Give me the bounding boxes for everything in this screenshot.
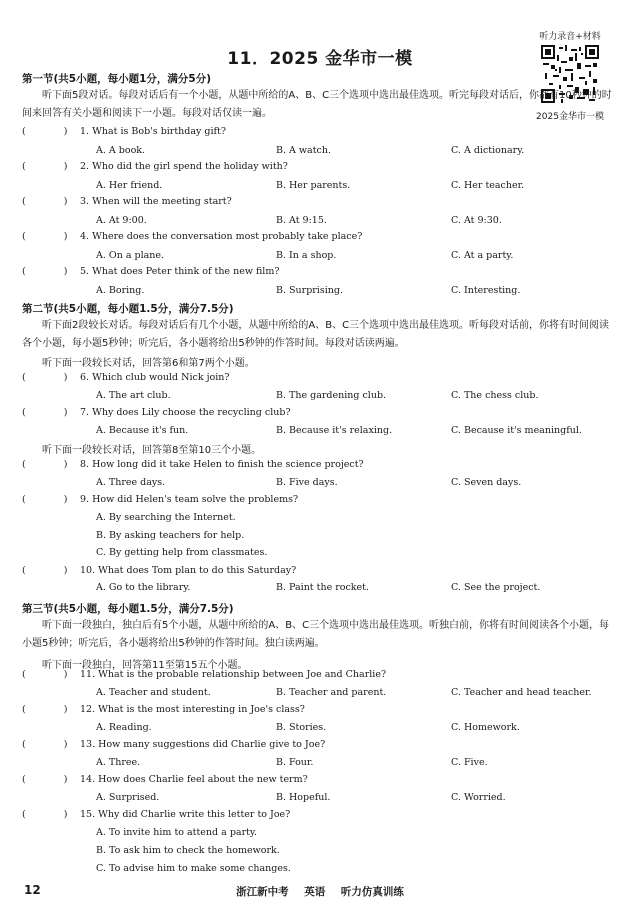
option-c: C. At 9:30. [451,215,502,226]
option-a: A. Three. [96,757,141,768]
option-b: B. To ask him to check the homework. [96,845,280,856]
section-3-subinstruction: 听下面一段独白，回答第11至第15五个小题。 [42,660,248,671]
section-2-instructions: 听下面2段较长对话。每段对话后有几个小题，从题中所给的A、B、C三个选项中选出最佳选项。听每段对话前，你将有时间阅读各个小题，每小题5秒钟；听完后，各小题将给出5秒钟的作答时间。每段对话读两遍。 [22,320,610,349]
option-a: A. Boring. [96,285,145,296]
option-c: C. Her teacher. [451,180,525,191]
answer-blank[interactable]: ( ) [22,407,68,418]
question-11: ( ) 11. What is the probable relationship between Joe and Charlie? [22,669,387,680]
question-2: ( ) 2. Who did the girl spend the holiday with? [22,161,288,172]
option-c: C. Homework. [451,722,520,733]
question-12: ( ) 12. What is the most interesting in Joe's class? [22,704,305,715]
option-a: A. The art club. [96,390,171,401]
answer-blank[interactable]: ( ) [22,809,68,820]
footer-book: 浙江新中考 [236,886,289,898]
answer-blank[interactable]: ( ) [22,266,68,277]
option-b: B. A watch. [276,145,331,156]
answer-blank[interactable]: ( ) [22,494,68,505]
qr-label: 听力录音+材料 [539,32,601,42]
answer-blank[interactable]: ( ) [22,704,68,715]
option-b: B. Stories. [276,722,327,733]
section-2-heading: 第二节(共5小题，每小题1.5分，满分7.5分) [22,303,234,315]
question-5: ( ) 5. What does Peter think of the new film? [22,266,280,277]
section-3-instructions: 听下面一段独白，独白后有5个小题，从题中所给的A、B、C三个选项中选出最佳选项。听独白前，你将有时间阅读各个小题，每小题5秒钟；听完后，各小题将给出5秒钟的作答时间。独白读两遍。 [22,620,610,649]
option-c: C. By getting help from classmates. [96,547,268,558]
option-c: C. Five. [451,757,488,768]
option-b: B. Teacher and parent. [276,687,387,698]
question-13: ( ) 13. How many suggestions did Charlie give to Joe? [22,739,326,750]
option-a: A. Go to the library. [96,582,191,593]
footer-series: 听力仿真训练 [340,886,404,898]
answer-blank[interactable]: ( ) [22,126,68,137]
option-b: B. Five days. [276,477,338,488]
option-c: C. A dictionary. [451,145,525,156]
option-b: B. Because it's relaxing. [276,425,393,436]
answer-blank[interactable]: ( ) [22,161,68,172]
option-c: C. Worried. [451,792,506,803]
option-b: B. Paint the rocket. [276,582,370,593]
option-c: C. At a party. [451,250,514,261]
option-a: A. Reading. [96,722,152,733]
option-b: B. Surprising. [276,285,343,296]
option-b: B. Four. [276,757,314,768]
answer-blank[interactable]: ( ) [22,231,68,242]
page-number: 12 [24,883,41,897]
question-10: ( ) 10. What does Tom plan to do this Saturday? [22,565,297,576]
answer-blank[interactable]: ( ) [22,739,68,750]
option-a: A. Because it's fun. [96,425,189,436]
section-2-subinstruction-2: 听下面一段较长对话，回答第8至第10三个小题。 [42,445,262,456]
option-a: A. On a plane. [96,250,165,261]
question-7: ( ) 7. Why does Lily choose the recycling club? [22,407,291,418]
option-a: A. To invite him to attend a party. [96,827,258,838]
section-3-heading: 第三节(共5小题，每小题1.5分，满分7.5分) [22,603,234,615]
option-a: A. A book. [96,145,146,156]
option-a: A. Teacher and student. [96,687,211,698]
option-c: C. To advise him to make some changes. [96,863,291,874]
question-4: ( ) 4. Where does the conversation most probably take place? [22,231,363,242]
answer-blank[interactable]: ( ) [22,669,68,680]
option-b: B. At 9:15. [276,215,327,226]
option-a: A. By searching the Internet. [96,512,236,523]
option-b: B. The gardening club. [276,390,387,401]
option-c: C. Interesting. [451,285,521,296]
option-c: C. Teacher and head teacher. [451,687,592,698]
answer-blank[interactable]: ( ) [22,196,68,207]
option-b: B. By asking teachers for help. [96,530,245,541]
answer-blank[interactable]: ( ) [22,372,68,383]
question-15: ( ) 15. Why did Charlie write this letter to Joe? [22,809,291,820]
option-c: C. See the project. [451,582,541,593]
qr-caption: 2025金华市一模 [536,112,604,122]
question-14: ( ) 14. How does Charlie feel about the new term? [22,774,308,785]
option-b: B. Hopeful. [276,792,331,803]
option-c: C. The chess club. [451,390,539,401]
option-a: A. At 9:00. [96,215,147,226]
option-b: B. In a shop. [276,250,337,261]
option-a: A. Surprised. [96,792,160,803]
question-1: ( ) 1. What is Bob's birthday gift? [22,126,226,137]
section-2-subinstruction-1: 听下面一段较长对话，回答第6和第7两个小题。 [42,358,255,369]
page-title: 11．2025 金华市一模 [227,49,413,69]
answer-blank[interactable]: ( ) [22,774,68,785]
option-b: B. Her parents. [276,180,351,191]
option-a: A. Three days. [96,477,166,488]
answer-blank[interactable]: ( ) [22,459,68,470]
section-1-heading: 第一节(共5小题，每小题1分，满分5分) [22,73,212,85]
answer-blank[interactable]: ( ) [22,565,68,576]
section-1-instructions: 听下面5段对话。每段对话后有一个小题，从题中所给的A、B、C三个选项中选出最佳选项。听完每段对话后，你都有10秒钟的时间来回答有关小题和阅读下一小题。每段对话仅读一遍。 [22,90,612,119]
option-a: A. Her friend. [96,180,163,191]
question-9: ( ) 9. How did Helen's team solve the problems? [22,494,299,505]
footer-subject: 英语 [304,886,326,898]
question-8: ( ) 8. How long did it take Helen to finish the science project? [22,459,364,470]
option-c: C. Seven days. [451,477,522,488]
question-6: ( ) 6. Which club would Nick join? [22,372,230,383]
option-c: C. Because it's meaningful. [451,425,582,436]
question-3: ( ) 3. When will the meeting start? [22,196,232,207]
footer-book-info [0,884,640,899]
